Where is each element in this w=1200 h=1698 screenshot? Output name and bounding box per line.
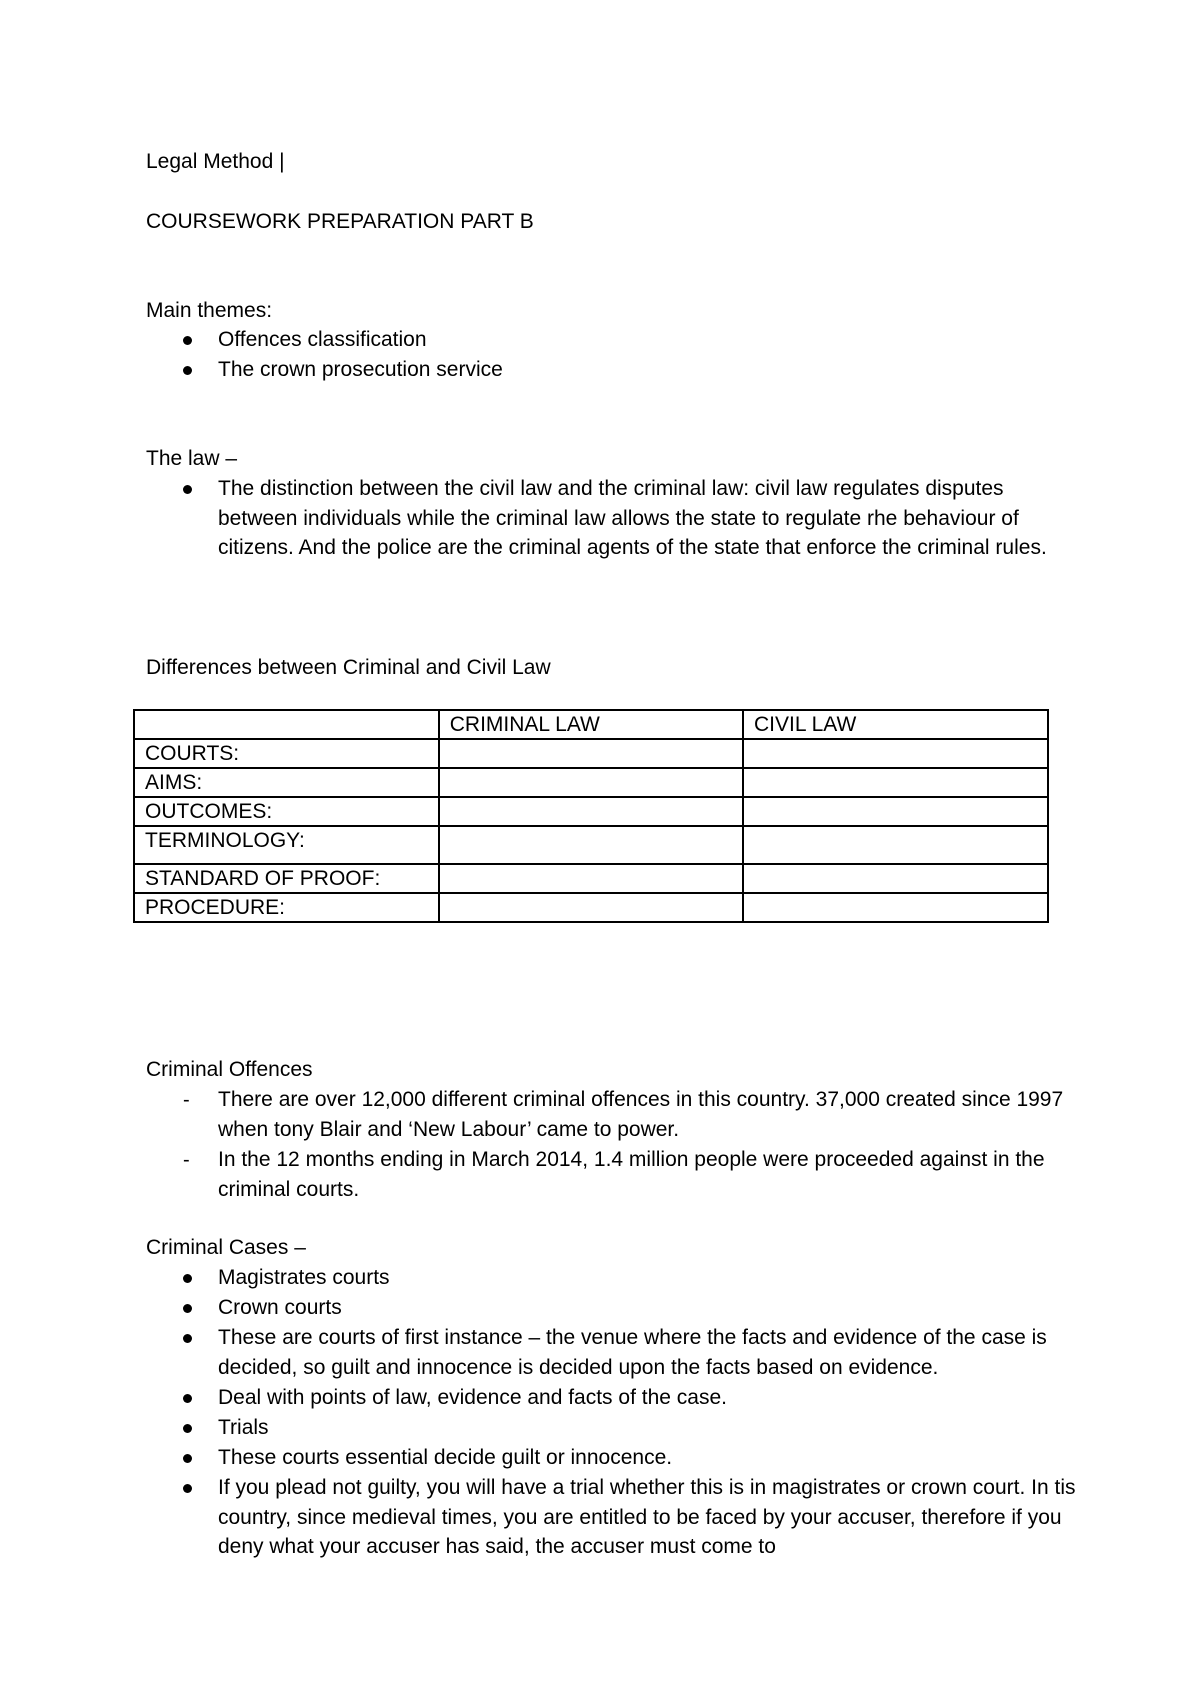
table-cell: [743, 826, 1048, 864]
table-cell: [439, 893, 743, 922]
criminal-cases-item: Trials: [218, 1416, 269, 1439]
table-header-cell: CRIMINAL LAW: [439, 710, 743, 739]
criminal-offences-heading: Criminal Offences: [146, 1058, 313, 1081]
dash-icon: -: [183, 1149, 190, 1171]
table-row: [134, 768, 1048, 797]
table-row: [134, 893, 1048, 922]
differences-heading: Differences between Criminal and Civil Law: [146, 656, 551, 679]
table-cell: [743, 797, 1048, 826]
table-cell: [439, 739, 743, 768]
criminal-cases-item: These are courts of first instance – the venue where the facts and evidence of the case is decided, so guilt and innocence is decided upon the facts based on evidence.: [218, 1326, 1047, 1379]
table-cell: [743, 893, 1048, 922]
document-subtitle: COURSEWORK PREPARATION PART B: [146, 210, 534, 233]
table-header-cell: CIVIL LAW: [743, 710, 1048, 739]
bullet-icon: [183, 1473, 192, 1503]
document-title: Legal Method |: [146, 150, 285, 173]
bullet-icon: [183, 325, 192, 355]
main-themes-heading: Main themes:: [146, 299, 273, 322]
bullet-icon: [183, 474, 192, 504]
criminal-cases-item: Deal with points of law, evidence and facts of the case.: [218, 1386, 727, 1409]
bullet-icon: [183, 1293, 192, 1323]
table-cell: [439, 768, 743, 797]
table-row: [134, 864, 1048, 893]
table-row-label: OUTCOMES:: [134, 797, 439, 826]
table-header-cell: [134, 710, 439, 739]
table-row-label: STANDARD OF PROOF:: [134, 864, 439, 893]
table-cell: [743, 864, 1048, 893]
bullet-icon: [183, 1413, 192, 1443]
table-cell: [439, 864, 743, 893]
bullet-icon: [183, 355, 192, 385]
main-themes-item: The crown prosecution service: [218, 358, 503, 381]
table-cell: [439, 826, 743, 864]
criminal-cases-heading: Criminal Cases –: [146, 1236, 306, 1259]
table-cell: [439, 797, 743, 826]
bullet-icon: [183, 1383, 192, 1413]
table-row-label: PROCEDURE:: [134, 893, 439, 922]
dash-icon: -: [183, 1089, 190, 1111]
table-row-label: AIMS:: [134, 768, 439, 797]
table-row-label: TERMINOLOGY:: [134, 826, 439, 864]
criminal-cases-item: If you plead not guilty, you will have a trial whether this is in magistrates or crown court. In tis country, since medieval times, you are entitled to be faced by your accuser, therefore if you deny what your accuser has said, the accuser must come to: [218, 1476, 1076, 1559]
differences-table: [133, 709, 1049, 923]
criminal-cases-item: Crown courts: [218, 1296, 342, 1319]
main-themes-item: Offences classification: [218, 328, 427, 351]
bullet-icon: [183, 1263, 192, 1293]
criminal-offences-item: In the 12 months ending in March 2014, 1.4 million people were proceeded against in the criminal courts.: [218, 1148, 1045, 1201]
table-row-label: COURTS:: [134, 739, 439, 768]
criminal-cases-item: These courts essential decide guilt or innocence.: [218, 1446, 673, 1469]
bullet-icon: [183, 1443, 192, 1473]
table-cell: [743, 739, 1048, 768]
table-header-row: [134, 710, 1048, 739]
table-row: [134, 797, 1048, 826]
table-cell: [743, 768, 1048, 797]
the-law-heading: The law –: [146, 447, 238, 470]
criminal-cases-item: Magistrates courts: [218, 1266, 390, 1289]
table-row: [134, 826, 1048, 864]
the-law-item: The distinction between the civil law and the criminal law: civil law regulates disputes between individuals while the criminal law allows the state to regulate rhe behaviour of citizens. And the police are the criminal agents of the state that enforce the criminal rules.: [218, 477, 1047, 560]
table-row: [134, 739, 1048, 768]
criminal-offences-item: There are over 12,000 different criminal offences in this country. 37,000 created since 1997 when tony Blair and ‘New Labour’ came to power.: [218, 1088, 1064, 1141]
bullet-icon: [183, 1323, 192, 1353]
